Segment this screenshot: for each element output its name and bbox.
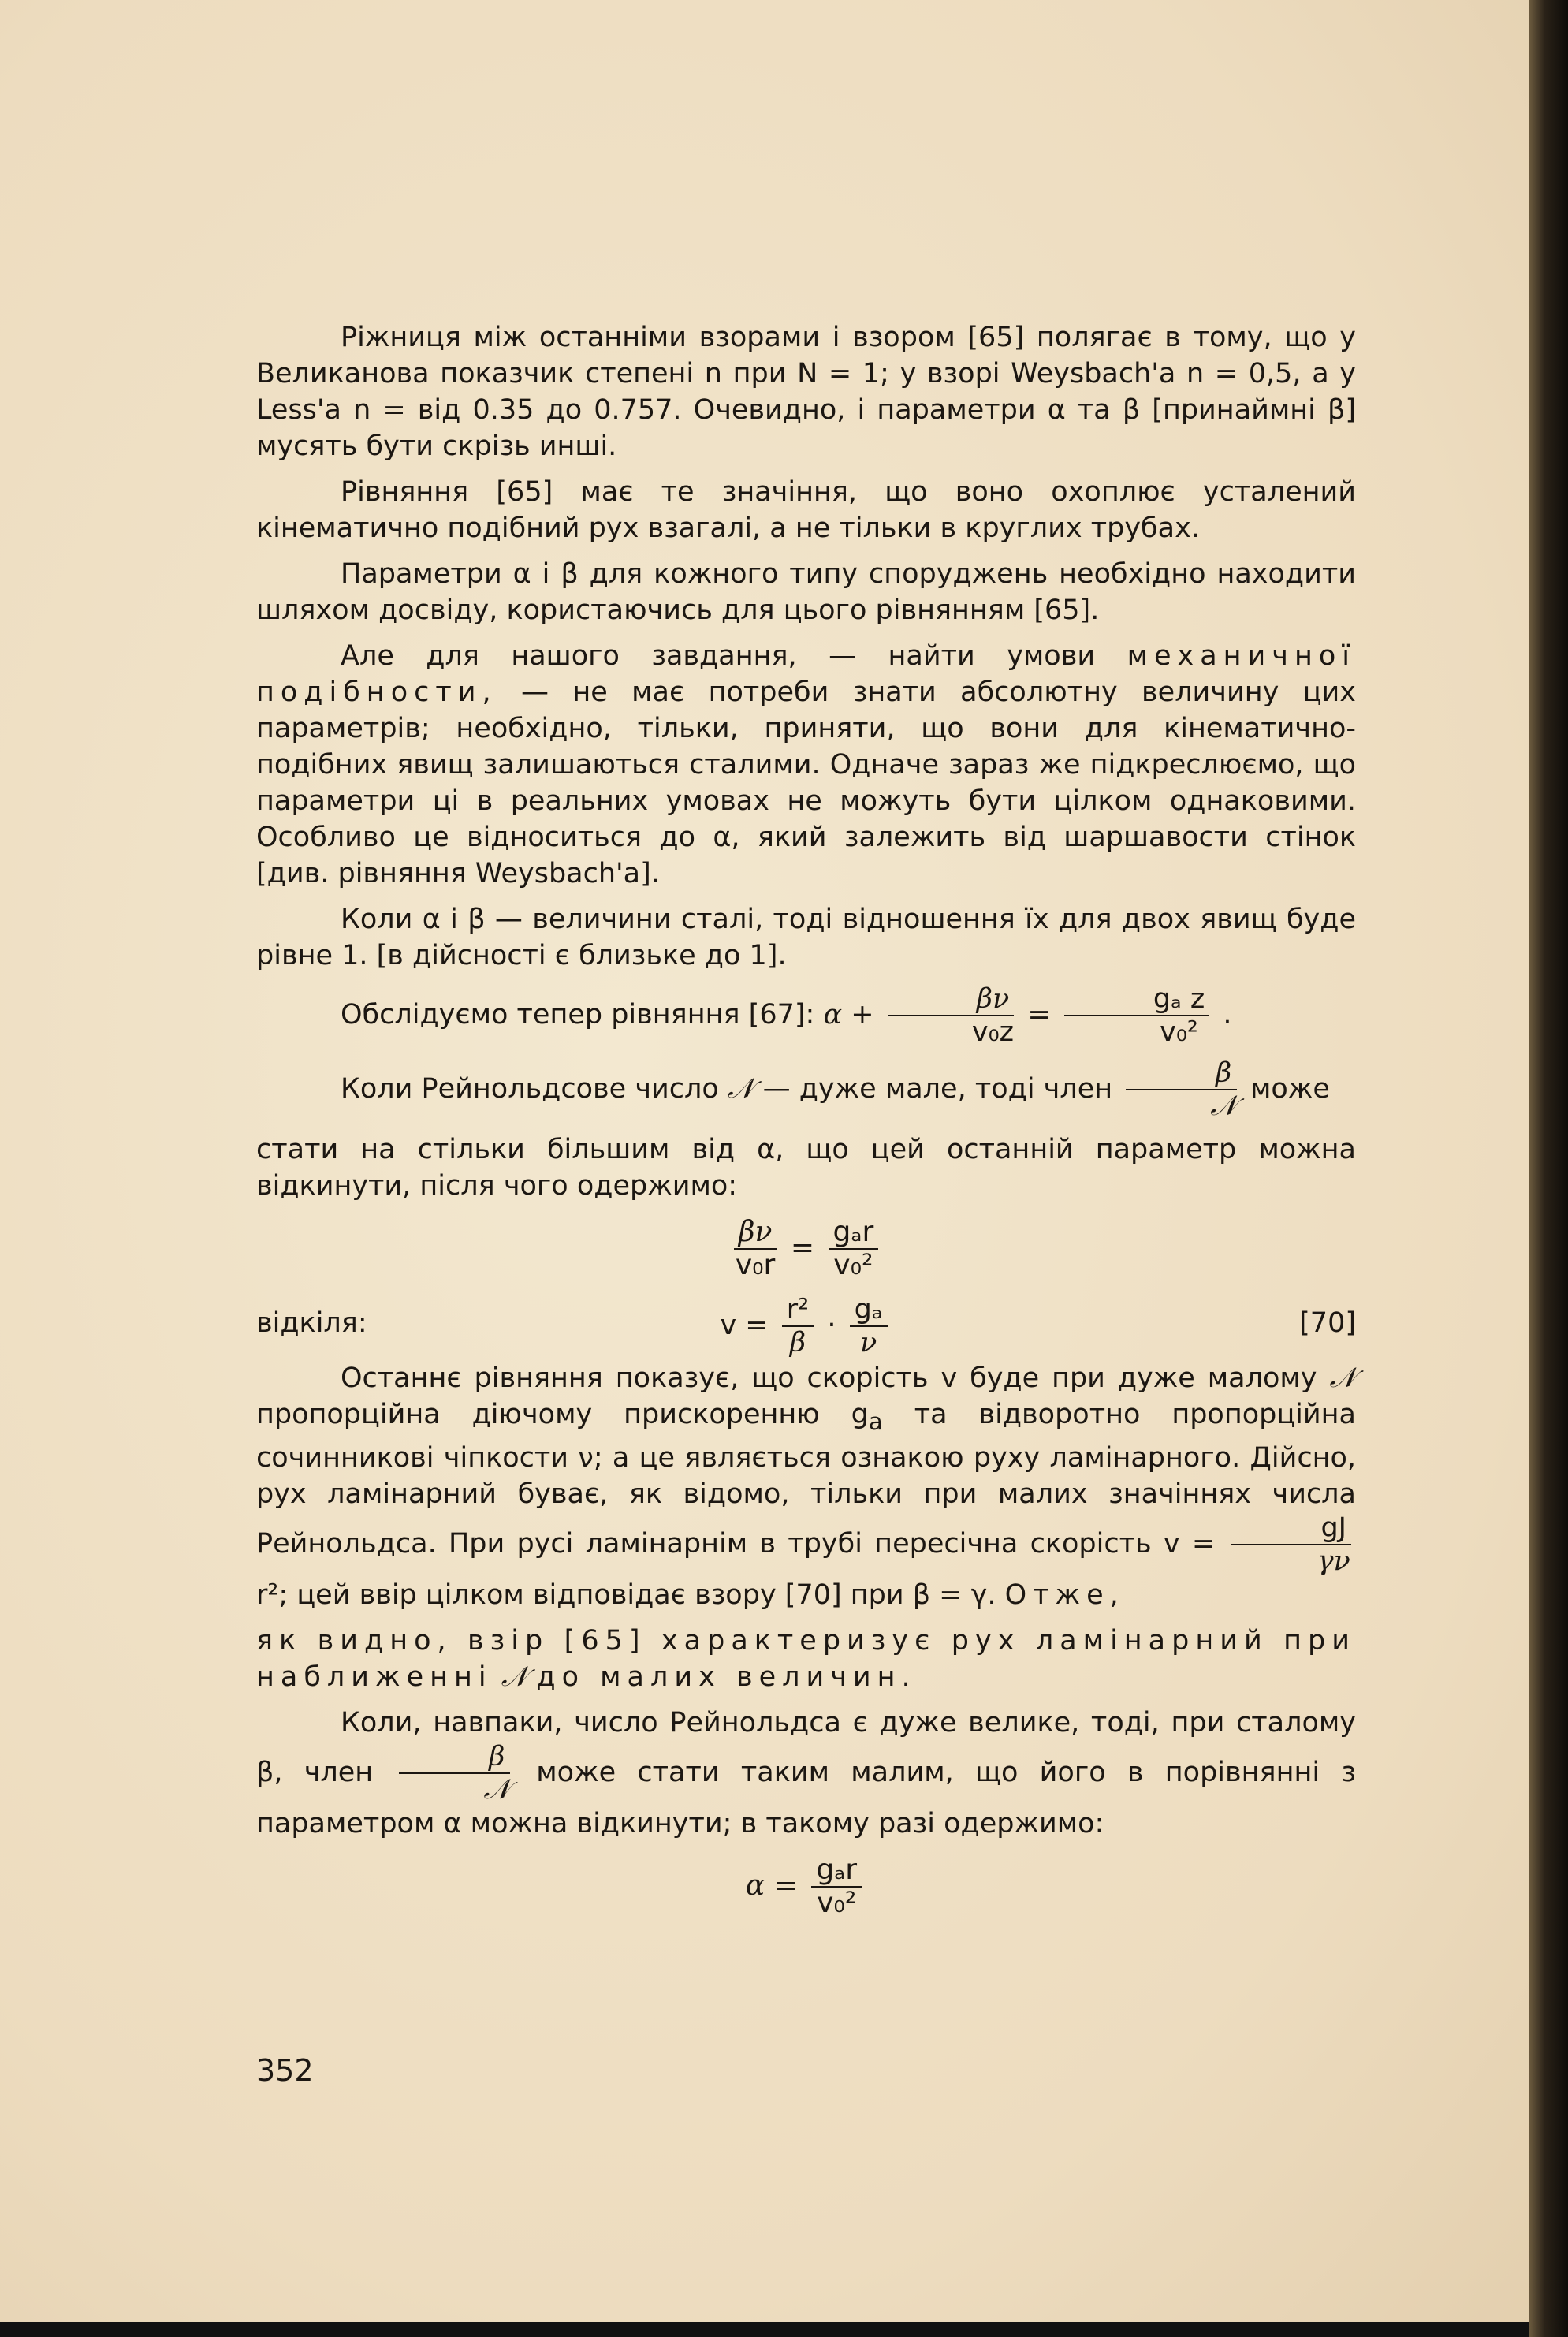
fraction-ga-nu xyxy=(850,1294,888,1359)
equation-70-row xyxy=(256,1294,1356,1359)
p4-spaced: механичної подібности, xyxy=(256,640,1356,708)
paragraph-6-equation-67 xyxy=(256,983,1356,1048)
dot: · xyxy=(827,1310,836,1341)
equals-sign: = xyxy=(1027,999,1051,1031)
numerator: βν xyxy=(888,983,1015,1016)
page-edge-shadow xyxy=(1529,0,1568,2337)
p11-spaced: як видно, взір [65] характеризує рух ламінарний при наближенні xyxy=(256,1625,1356,1693)
numerator: gₐ z xyxy=(1064,983,1209,1016)
v-symbol: v xyxy=(720,1310,737,1341)
v-symbol: v xyxy=(1163,1528,1180,1560)
numerator: r² xyxy=(782,1294,814,1327)
numerator: βν xyxy=(734,1217,777,1250)
p10-start: Останнє рівняння показує, що скорість v буде при дуже малому xyxy=(341,1362,1317,1394)
fraction-rsq-beta xyxy=(782,1294,814,1359)
p10-end: r²; цей ввір цілком відповідає взору [70] при β = γ. xyxy=(256,1579,996,1611)
denominator: v₀² xyxy=(833,1249,873,1281)
fraction-beta-re xyxy=(399,1741,510,1806)
equals-sign: = xyxy=(745,1310,769,1341)
numerator: gₐ xyxy=(850,1294,888,1327)
denominator: v₀r xyxy=(735,1249,776,1281)
alpha-symbol: α xyxy=(823,999,843,1031)
equation-alpha xyxy=(256,1854,1356,1919)
alpha-symbol: α xyxy=(745,1869,765,1902)
denominator: v₀² xyxy=(817,1887,857,1919)
equation-70 xyxy=(256,1294,1356,1359)
p11-end: до малих величин. xyxy=(536,1661,917,1693)
paragraph-12 xyxy=(256,1705,1356,1842)
numerator: gₐr xyxy=(829,1217,879,1250)
numerator: gₐr xyxy=(811,1854,862,1888)
paragraph-11 xyxy=(256,1623,1356,1695)
paragraph-8: стати на стільки більшим від α, що цей останній параметр можна відкинути, після чого одержимо: xyxy=(256,1134,1356,1202)
subscript-a: a xyxy=(868,1408,883,1435)
denominator: γν xyxy=(1317,1545,1350,1577)
denominator: 𝒩 xyxy=(483,1774,510,1806)
numerator: gJ xyxy=(1231,1512,1351,1545)
equals-sign: = xyxy=(790,1232,815,1264)
denominator: v₀z xyxy=(971,1016,1015,1048)
denominator: ν xyxy=(859,1327,877,1359)
equals-sign: = xyxy=(1191,1528,1216,1560)
p4-rest: — не має потреби знати абсолютну величину цих параметрів; необхідно, тільки, приняти, що вони для кінематично-подібних явищ залишаються сталими. Одначе зараз же підкреслюємо, що параметри ці в реальних умовах не можуть бути цілком однаковими. Особливо це відноситься до α, який залежить від шаршавости стінок [див. рівняння Weysbach'а]. xyxy=(256,676,1356,889)
plus-sign: + xyxy=(851,999,874,1031)
page-number: 352 xyxy=(256,2053,314,2088)
reynolds-symbol: 𝒩 xyxy=(501,1661,528,1693)
p7-start: Коли Рейнольдсове число xyxy=(341,1073,719,1105)
reynolds-symbol: 𝒩 xyxy=(727,1073,754,1105)
paragraph-10 xyxy=(256,1360,1356,1613)
p12-start: Коли, навпаки, число Рейнольдса є дуже велике, тоді, при сталому β, член xyxy=(256,1707,1356,1788)
p10-mid: пропорційна діючому прискоренню g xyxy=(256,1399,869,1430)
fraction-gJ-gammanu xyxy=(1231,1512,1351,1577)
p10-spaced: Отже, xyxy=(1004,1579,1125,1611)
denominator: v₀² xyxy=(1160,1016,1198,1048)
page-body xyxy=(256,319,1356,1932)
fraction-betanu-v0r xyxy=(734,1217,777,1281)
fraction-betanu-v0z xyxy=(888,983,1015,1048)
paragraph-1: Ріжниця між останніми взорами і взором [65] полягає в тому, що у Великанова показчик степені n при N = 1; у взорі Weysbach'а n = 0,5, а у Less'а n = від 0.35 до 0.757. Очевидно, і параметри α та β [принаймні β] мусять бути скрізь инші. xyxy=(256,322,1356,462)
reynolds-symbol: 𝒩 xyxy=(1329,1362,1356,1394)
whence-label: відкіля: xyxy=(256,1307,367,1339)
p6-lead: Обслідуємо тепер рівняння [67]: xyxy=(341,999,815,1031)
fraction-gaz-v0sq xyxy=(1064,983,1209,1048)
paragraph-5: Коли α і β — величини сталі, тоді відношення їх для двох явищ буде рівне 1. [в дійсності є близьке до 1]. xyxy=(256,904,1356,971)
p4-start: Але для нашого завдання, — найти умови xyxy=(341,640,1096,672)
fraction-gar-v0sq xyxy=(829,1217,879,1281)
fraction-beta-re xyxy=(1126,1057,1237,1122)
paragraph-7 xyxy=(256,1057,1356,1122)
equals-sign: = xyxy=(773,1869,798,1902)
denominator: 𝒩 xyxy=(1210,1090,1237,1122)
fraction-gar-v0sq xyxy=(811,1854,862,1919)
p12-rest: може стати таким малим, що його в порівнянні з параметром α можна відкинути; в такому разі одержимо: xyxy=(256,1757,1356,1839)
equation-betanu xyxy=(256,1217,1356,1281)
paragraph-3: Параметри α і β для кожного типу споруджень необхідно находити шляхом досвіду, користаючись для цього рівнянням [65]. xyxy=(256,558,1356,626)
numerator: β xyxy=(399,1741,510,1774)
period: . xyxy=(1223,999,1232,1031)
paragraph-4 xyxy=(256,638,1356,892)
denominator: β xyxy=(789,1327,806,1359)
equation-number: [70] xyxy=(1299,1307,1356,1339)
numerator: β xyxy=(1126,1057,1237,1090)
p10-rest: та відворотно пропорційна сочинникові чіпкости ν; а це являється ознакою руху ламінарного. Дійсно, рух ламінарний буває, як відомо, тільки при малих значіннях числа Рейнольдса. При русі ламінарнім в трубі пересічна скорість xyxy=(256,1399,1356,1560)
p7-end: може xyxy=(1250,1073,1330,1105)
paragraph-2: Рівняння [65] має те значіння, що воно охоплює усталений кінематично подібний рух взагалі, а не тільки в круглих трубах. xyxy=(256,476,1356,544)
p7-mid: — дуже мале, тоді член xyxy=(762,1073,1113,1105)
